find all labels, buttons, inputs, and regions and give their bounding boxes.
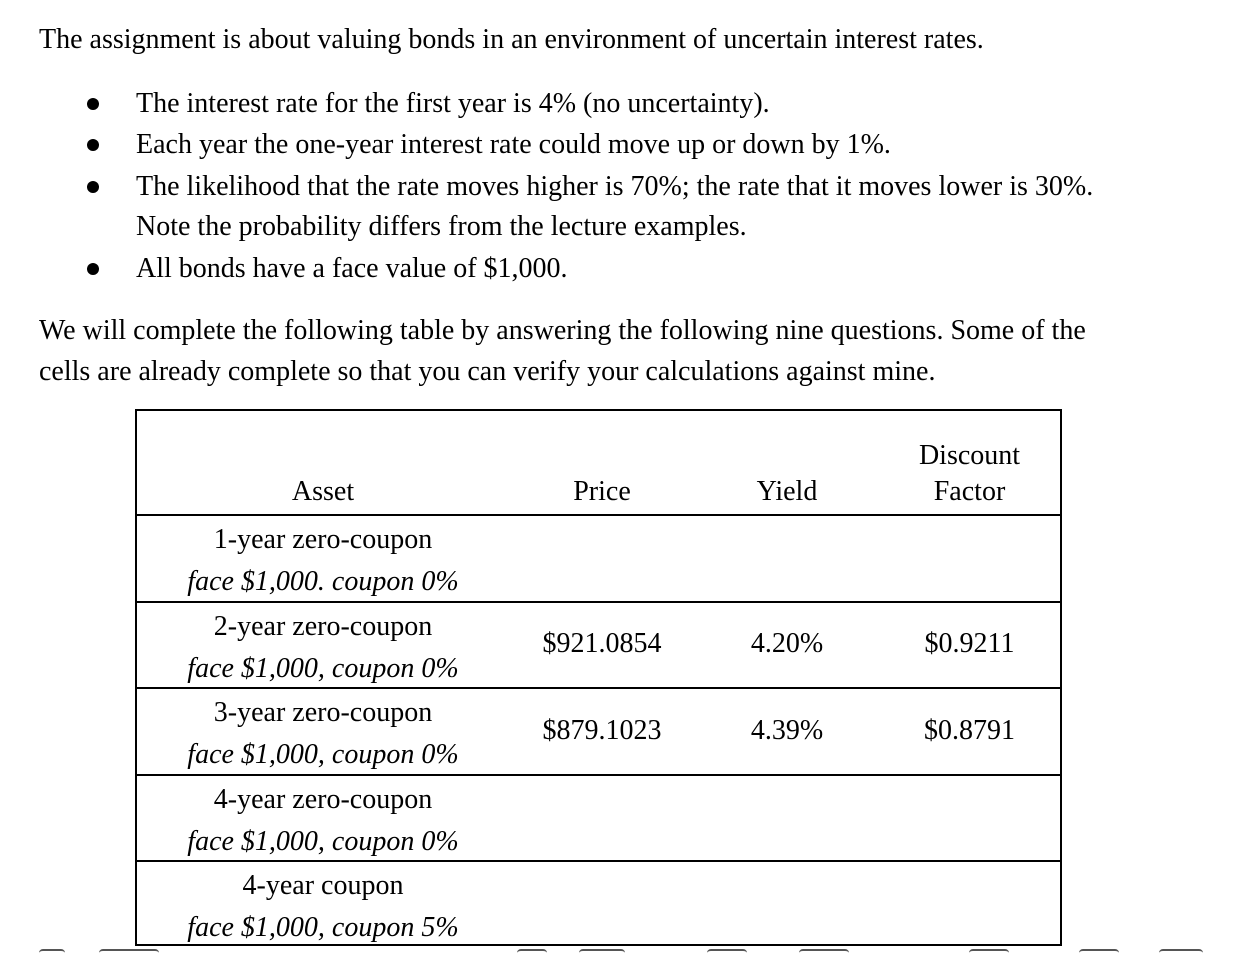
bullet-icon — [87, 98, 99, 110]
header-asset-label: Asset — [291, 476, 355, 507]
discount-factor-cell — [877, 776, 1062, 860]
table-header-row — [137, 411, 1060, 516]
cut-off-glyph — [799, 949, 849, 956]
asset-name: 1-year zero-coupon — [213, 524, 433, 555]
yield-cell: 4.39% — [750, 714, 824, 746]
asset-cell — [149, 603, 497, 687]
table-row — [137, 689, 1060, 776]
table-row — [137, 862, 1060, 946]
paragraph-line: We will complete the following table by answering the following nine questions. Some of the — [39, 315, 1086, 346]
bullet-text-continued: Note the probability differs from the lecture examples. — [136, 211, 747, 242]
bullet-icon — [87, 181, 99, 193]
asset-detail: face $1,000, coupon 0% — [187, 739, 459, 770]
cut-off-glyph — [517, 949, 547, 956]
header-asset — [149, 411, 497, 514]
discount-factor-cell: $0.8791 — [924, 714, 1015, 746]
asset-name: 4-year zero-coupon — [213, 784, 433, 815]
header-discount-factor — [877, 411, 1062, 514]
cut-off-glyph — [1159, 949, 1203, 956]
price-cell: $879.1023 — [542, 714, 662, 746]
asset-name: 3-year zero-coupon — [213, 697, 433, 728]
cut-off-glyph — [39, 949, 65, 956]
price-cell — [507, 776, 697, 860]
instructions-paragraph — [39, 310, 1254, 392]
list-item — [0, 249, 1256, 289]
asset-detail: face $1,000, coupon 5% — [187, 912, 459, 943]
discount-factor-cell: $0.9211 — [924, 628, 1015, 659]
cut-off-glyph — [99, 949, 159, 956]
list-item — [0, 125, 1256, 167]
asset-detail: face $1,000. coupon 0% — [187, 566, 459, 597]
price-cell: $921.0854 — [542, 628, 662, 659]
bullet-text: Each year the one-year interest rate could move up or down by 1%. — [136, 129, 891, 160]
bullet-text: The interest rate for the first year is 4% (no uncertainty). — [136, 88, 770, 119]
asset-cell — [149, 516, 497, 601]
asset-name: 4-year coupon — [242, 870, 404, 901]
yield-cell — [697, 776, 877, 860]
list-item — [0, 84, 1256, 125]
yield-cell — [697, 516, 877, 601]
discount-factor-cell — [877, 516, 1062, 601]
asset-cell — [149, 689, 497, 774]
bond-valuation-table — [135, 409, 1062, 946]
yield-cell: 4.20% — [750, 628, 824, 659]
price-cell — [507, 516, 697, 601]
header-factor-label: Factor — [933, 476, 1006, 507]
asset-cell — [149, 862, 497, 946]
table-row — [137, 776, 1060, 862]
price-cell — [507, 862, 697, 946]
asset-name: 2-year zero-coupon — [213, 611, 433, 642]
paragraph-line: cells are already complete so that you can verify your calculations against mine. — [39, 356, 936, 387]
cut-off-glyph — [969, 949, 1009, 956]
table-row — [137, 516, 1060, 603]
asset-detail: face $1,000, coupon 0% — [187, 826, 459, 857]
bullet-text: All bonds have a face value of $1,000. — [136, 253, 568, 284]
table-row — [137, 603, 1060, 689]
bullet-text: The likelihood that the rate moves higher is 70%; the rate that it moves lower is 30%. — [136, 171, 1094, 202]
cut-off-glyph — [579, 949, 625, 956]
bullet-icon — [87, 139, 99, 151]
cut-off-glyph — [707, 949, 747, 956]
asset-detail: face $1,000, coupon 0% — [187, 653, 459, 684]
cut-off-next-line — [39, 948, 1239, 956]
cut-off-glyph — [1079, 949, 1119, 956]
bullet-icon — [87, 263, 99, 275]
intro-text: The assignment is about valuing bonds in an environment of uncertain interest rates. — [39, 24, 984, 55]
header-price — [507, 411, 697, 514]
list-item — [0, 167, 1256, 249]
header-yield — [697, 411, 877, 514]
header-discount-label: Discount — [918, 440, 1021, 471]
assumptions-list — [0, 84, 1256, 289]
header-yield-label: Yield — [756, 476, 818, 507]
header-price-label: Price — [573, 476, 631, 507]
discount-factor-cell — [877, 862, 1062, 946]
yield-cell — [697, 862, 877, 946]
asset-cell — [149, 776, 497, 860]
